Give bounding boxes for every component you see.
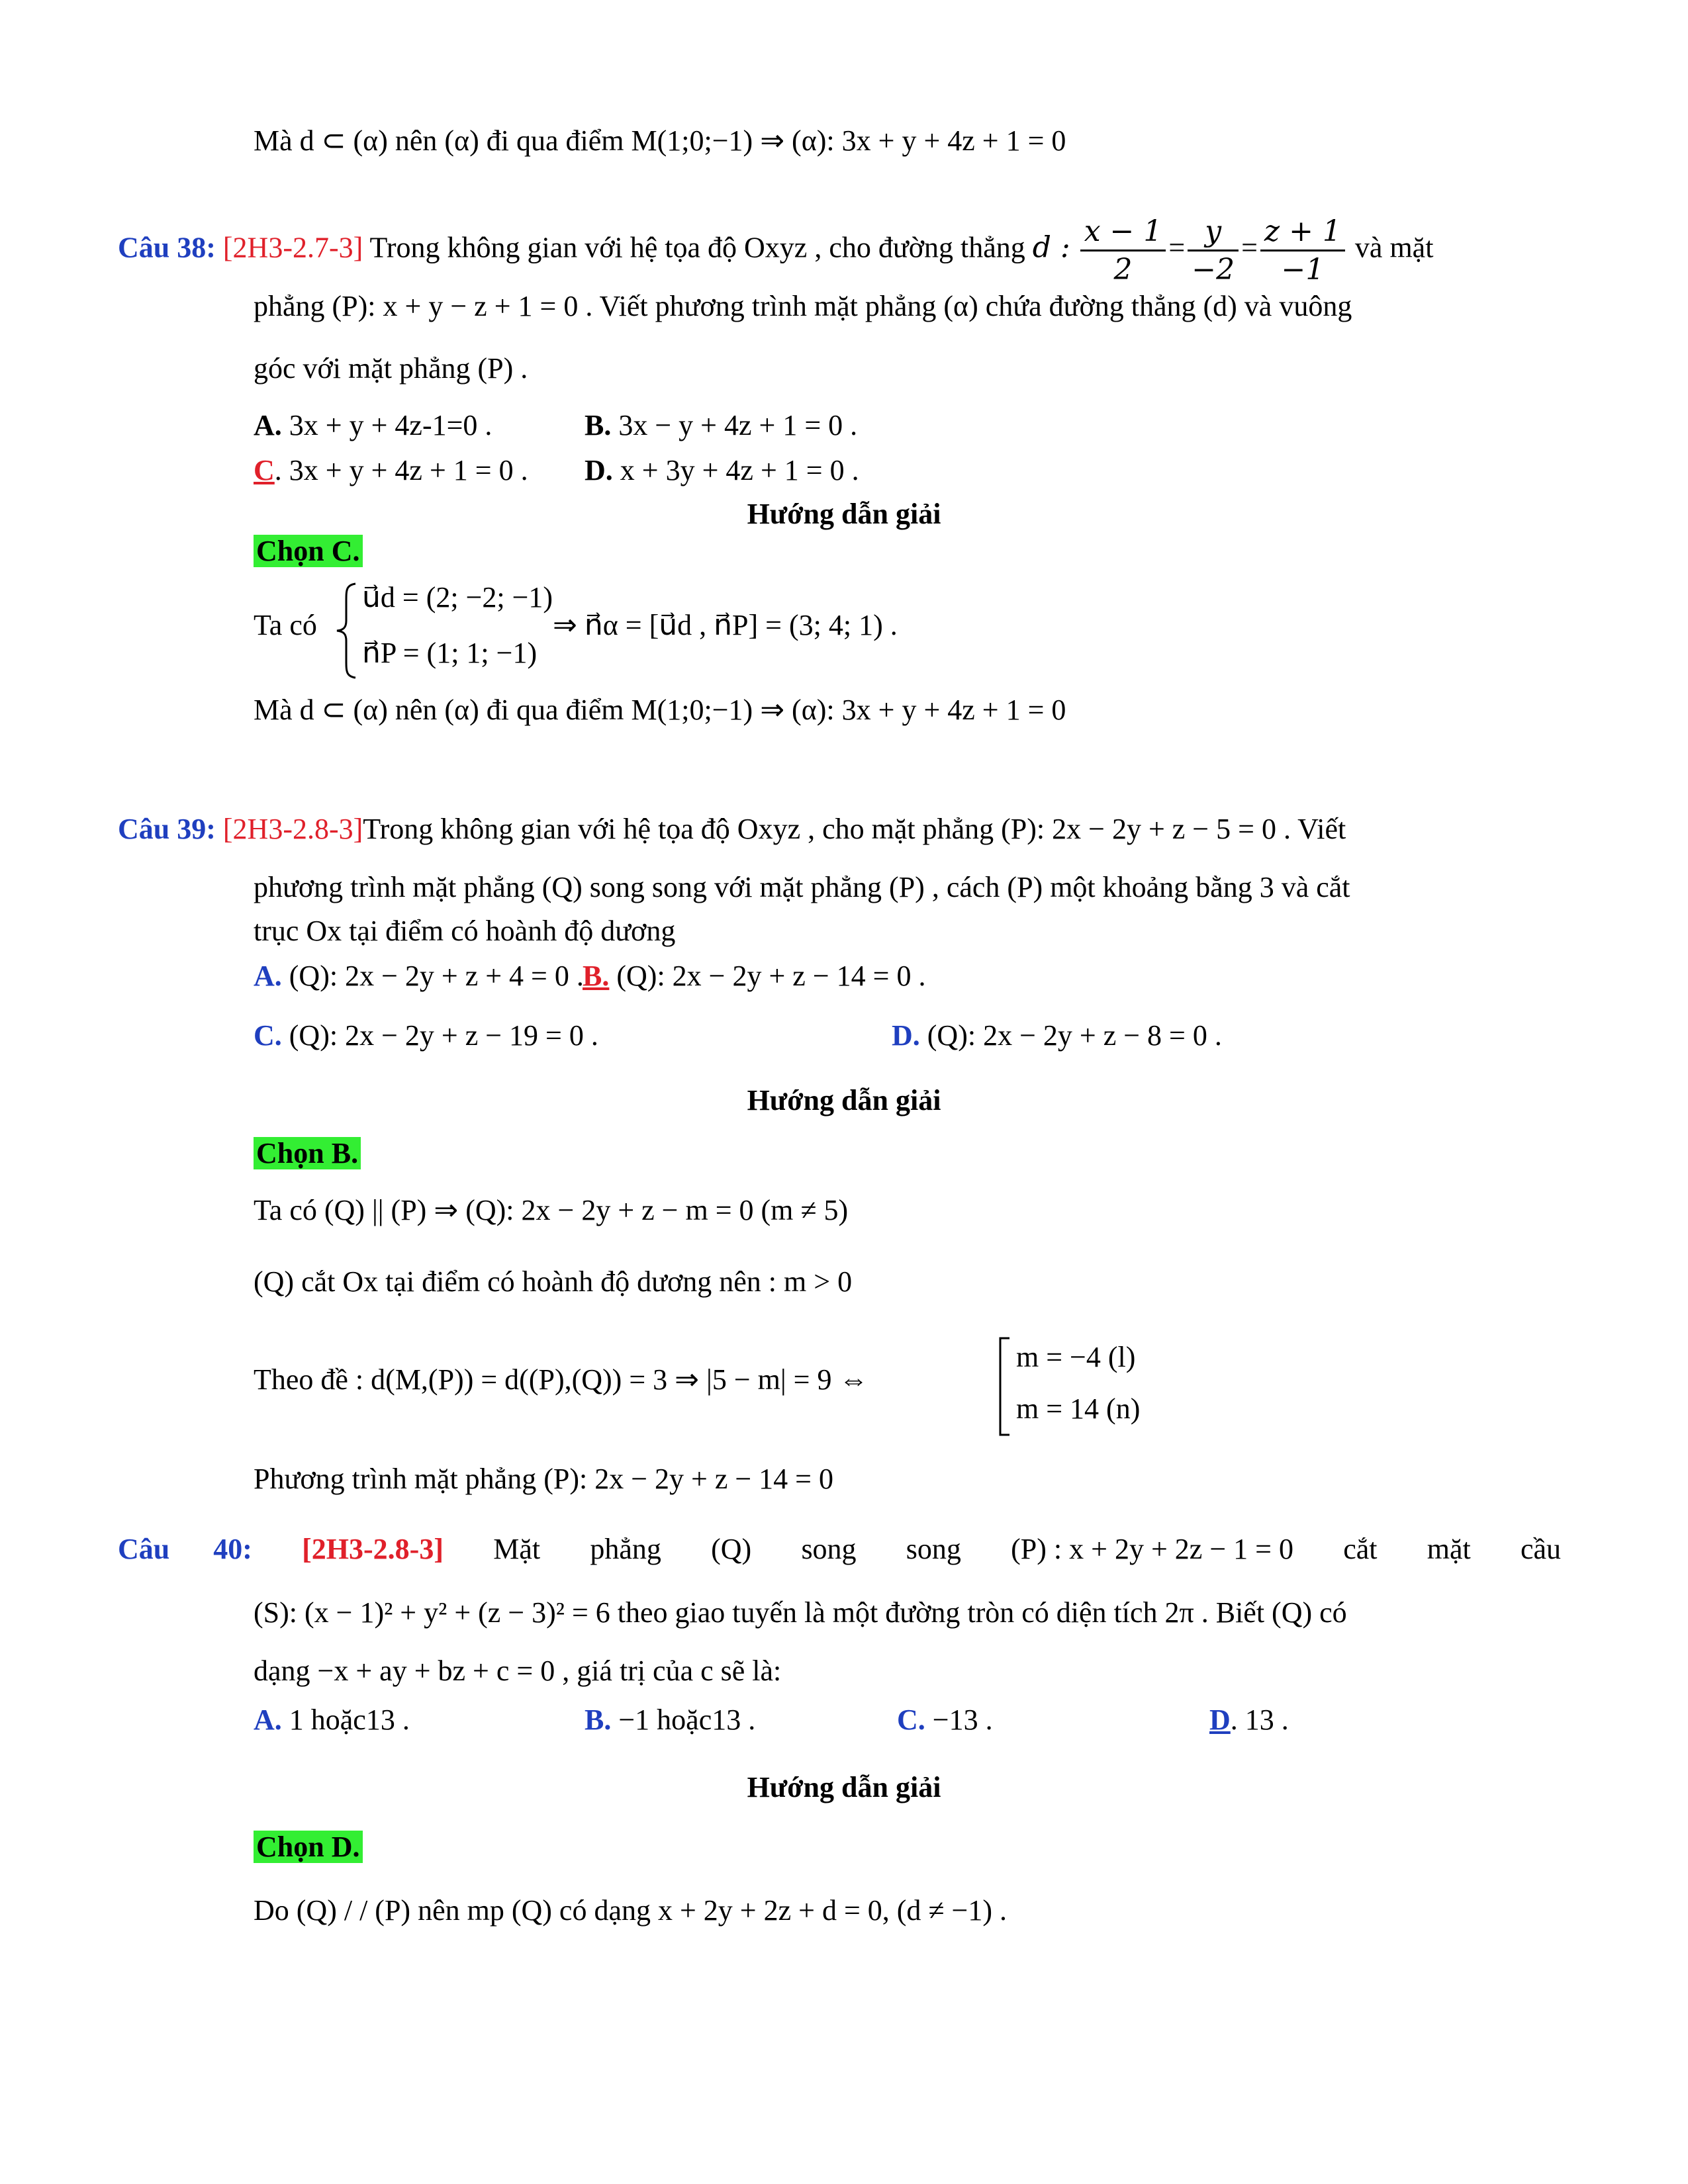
question-38-option-d[interactable]: D. x + 3y + 4z + 1 = 0 . (585, 454, 859, 486)
question-38-stem-line-3: góc với mặt phẳng (P) . (254, 352, 528, 385)
question-39-solution-heading: Hướng dẫn giải (747, 1084, 941, 1116)
question-39-option-d[interactable]: D. (Q): 2x − 2y + z − 8 = 0 . (892, 1019, 1222, 1052)
fraction-x: $\frac{x - 1}{2}$ (1080, 213, 1166, 288)
correct-answer-marker: C (254, 454, 275, 486)
question-39-stem-line-3: trục Ox tại điểm có hoành độ dương (254, 915, 676, 947)
question-38-stem-end: và mặt (1354, 231, 1434, 264)
question-40-option-b[interactable]: B. −1 hoặc13 . (585, 1704, 756, 1736)
question-39-chosen-answer: Chọn B. (254, 1137, 361, 1171)
prev-solution-line: Mà d ⊂ (α) nên (α) đi qua điểm M(1;0;−1) ⇒ (α): 3x + y + 4z + 1 = 0 (254, 124, 1066, 157)
question-40-option-c[interactable]: C. −13 . (897, 1704, 993, 1736)
question-39-solution-line-3: Theo đề : d(M,(P)) = d((P),(Q)) = 3 ⇒ |5 − m| = 9 ⇔ (254, 1363, 868, 1396)
question-39-code: [2H3-2.8-3] (222, 813, 363, 845)
question-40-stem-line-1: Câu 40: [2H3-2.8-3] Mặt phẳng (Q) song song (P) : x + 2y + 2z − 1 = 0 cắt mặt cầu (118, 1533, 1561, 1565)
question-40-code: [2H3-2.8-3] (302, 1533, 444, 1565)
question-40-stem-line-3: dạng −x + ay + bz + c = 0 , giá trị của c sẽ là: (254, 1655, 782, 1687)
question-38-label: Câu 38: (118, 231, 216, 264)
question-40-label: Câu (118, 1533, 170, 1565)
correct-answer-marker: B. (583, 960, 610, 992)
normal-vector-result: ⇒ n⃗α = [u⃗d , n⃗P] = (3; 4; 1) . (553, 609, 898, 641)
question-38-option-b[interactable]: B. 3x − y + 4z + 1 = 0 . (585, 409, 858, 441)
question-38-code: [2H3-2.7-3] (222, 231, 363, 264)
question-38-stem-line-2: phẳng (P): x + y − z + 1 = 0 . Viết phương trình mặt phẳng (α) chứa đường thẳng (d) và vuông (254, 290, 1352, 322)
question-39-stem-line-2: phương trình mặt phẳng (Q) song song với mặt phẳng (P) , cách (P) một khoảng bằng 3 và cắt (254, 871, 1350, 903)
question-40-solution-heading: Hướng dẫn giải (747, 1771, 941, 1803)
line-d-name: d : (1032, 230, 1070, 265)
question-39-solution-line-1: Ta có (Q) || (P) ⇒ (Q): 2x − 2y + z − m = 0 (m ≠ 5) (254, 1194, 849, 1226)
vector-u-d: u⃗d = (2; −2; −1) (362, 581, 553, 614)
fraction-z: $\frac{z + 1}{-1}$ (1260, 213, 1345, 288)
question-39-option-b[interactable]: B. (Q): 2x − 2y + z − 14 = 0 . (583, 960, 926, 992)
question-39-stem-text: Trong không gian với hệ tọa độ Oxyz , cho mặt phẳng (P): 2x − 2y + z − 5 = 0 . Viết (363, 813, 1346, 845)
question-39-option-c[interactable]: C. (Q): 2x − 2y + z − 19 = 0 . (254, 1019, 598, 1052)
question-40-solution-line-1: Do (Q) / / (P) nên mp (Q) có dạng x + 2y + 2z + d = 0, (d ≠ −1) . (254, 1894, 1008, 1927)
fraction-y: $\frac{y}{-2}$ (1188, 213, 1239, 288)
left-brace-icon (334, 581, 361, 680)
question-38-stem-text: Trong không gian với hệ tọa độ Oxyz , cho đường thẳng (369, 231, 1025, 264)
case-rejected: m = −4 (l) (1016, 1341, 1136, 1373)
question-40-chosen-answer: Chọn D. (254, 1831, 363, 1864)
case-accepted: m = 14 (n) (1016, 1392, 1141, 1425)
question-38-conclusion: Mà d ⊂ (α) nên (α) đi qua điểm M(1;0;−1) ⇒ (α): 3x + y + 4z + 1 = 0 (254, 694, 1066, 726)
question-39-label: Câu 39: (118, 813, 216, 845)
question-38-ta-co: Ta có (254, 609, 317, 641)
question-38-option-a[interactable]: A. 3x + y + 4z-1=0 . (254, 409, 492, 441)
question-40-option-a[interactable]: A. 1 hoặc13 . (254, 1704, 410, 1736)
question-40-stem-line-2: (S): (x − 1)² + y² + (z − 3)² = 6 theo giao tuyến là một đường tròn có diện tích 2π . Biết (Q) có (254, 1596, 1347, 1629)
vector-n-p: n⃗P = (1; 1; −1) (362, 637, 538, 669)
correct-answer-marker: D (1209, 1704, 1231, 1736)
question-38-chosen-answer: Chọn C. (254, 535, 363, 569)
left-bracket-icon (996, 1337, 1012, 1436)
question-39-solution-line-2: (Q) cắt Ox tại điểm có hoành độ dương nên : m > 0 (254, 1265, 853, 1298)
question-39-option-a[interactable]: A. (Q): 2x − 2y + z + 4 = 0 . (254, 960, 584, 992)
question-39-solution-line-4: Phương trình mặt phẳng (P): 2x − 2y + z − 14 = 0 (254, 1463, 833, 1495)
question-40-option-d[interactable]: D. 13 . (1209, 1704, 1289, 1736)
question-38-stem-line-1: Câu 38: [2H3-2.7-3] Trong không gian với hệ tọa độ Oxyz , cho đường thẳng d : $\frac{x - 1}{2}$ = $\frac{y}{-2}$ = $\frac{z + 1}{-1}$ và mặt (118, 214, 1434, 287)
question-38-option-c[interactable]: C. 3x + y + 4z + 1 = 0 . (254, 454, 528, 486)
question-38-solution-heading: Hướng dẫn giải (747, 498, 941, 530)
question-39-stem-line-1 (118, 813, 1346, 846)
